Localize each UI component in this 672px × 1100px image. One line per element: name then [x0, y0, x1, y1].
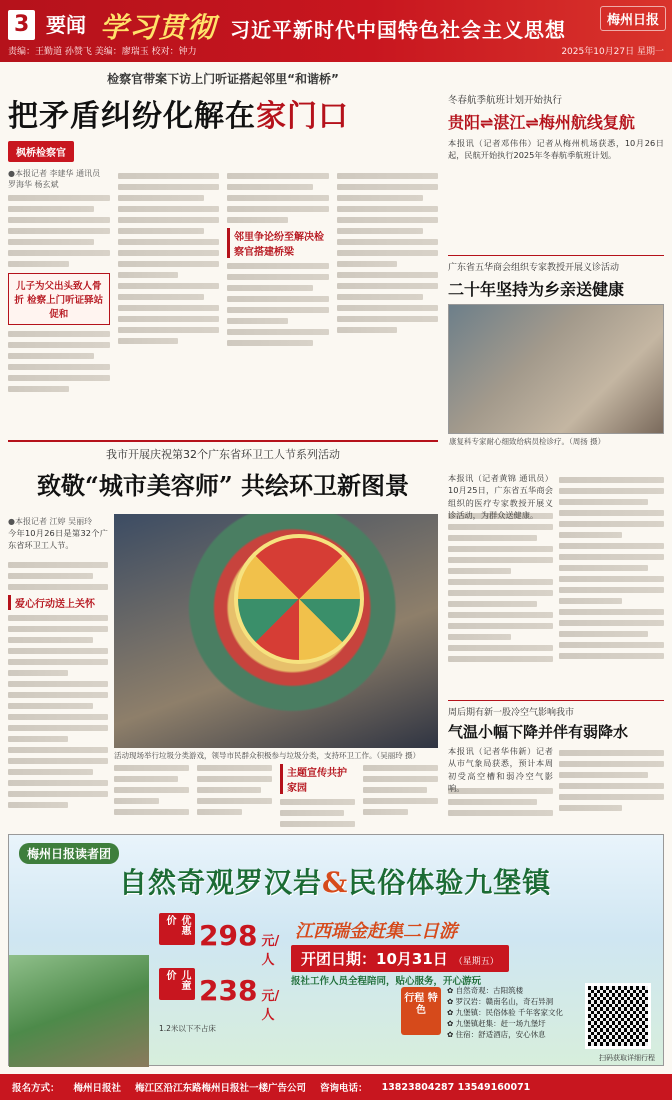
lead-kicker: 检察官带案下访上门听证搭起邻里“和谐桥”	[107, 72, 339, 86]
masthead	[0, 0, 672, 62]
ad-price-box	[159, 913, 280, 1033]
footer-tel-label: 咨询电话：	[320, 1083, 368, 1094]
lead-col-3	[227, 168, 329, 432]
air-body: 本报讯（记者邓伟伟）记者从梅州机场获悉，10月26日起，民航开始执行2025年冬春航季航班计划。	[448, 138, 664, 161]
lead-callout-box	[8, 273, 110, 325]
editor-line: 责编：王勤道 孙赞飞 美编：廖瑞玉 校对：钟力	[8, 47, 197, 57]
sani-body: 今年10月26日是第32个广东省环卫工人节。	[8, 528, 108, 551]
ad-itinerary-item: ✿ 住宿：舒适酒店，安心休息	[447, 1030, 546, 1039]
ad-price-2	[159, 968, 279, 1023]
section-name: 要闻	[46, 13, 86, 37]
newspaper-logo: 梅州日报	[600, 6, 666, 31]
lead-col-2	[118, 168, 220, 432]
ad-feature-badge: 行程 特色	[401, 987, 441, 1035]
ad-price-1-value: 298	[199, 919, 258, 952]
cont-col-1	[448, 472, 553, 682]
slogan: 学习贯彻	[100, 11, 217, 44]
sani-byline: ●本报记者 江婷 吴丽玲	[8, 517, 93, 526]
cont-col-2	[559, 472, 664, 682]
ad-price-2-unit: 元/人	[261, 989, 280, 1023]
slogan-subtitle: 习近平新时代中国特色社会主义思想	[230, 18, 566, 42]
lead-headline-part: 把矛盾纠纷化解在	[8, 99, 256, 134]
column-tag: 枫桥检察官	[8, 141, 74, 162]
date-line: 2025年10月27日 星期一	[561, 47, 664, 57]
sani-photo	[114, 514, 438, 760]
ad-price-1-label: 优惠价	[159, 913, 195, 945]
ad-title-amp: &	[322, 866, 349, 899]
ad-price-2-label: 儿童价	[159, 968, 195, 1000]
ad-title-a: 自然奇观罗汉岩	[119, 866, 323, 899]
air-headline: 贵阳⇌湛江⇌梅州航线复航	[448, 113, 635, 132]
ad-itinerary	[447, 985, 577, 1040]
footer-bar	[0, 1074, 672, 1100]
weather-kicker: 周后期有新一股冷空气影响我市	[448, 708, 575, 718]
ad-title-b: 民俗体验九堡镇	[348, 866, 552, 899]
sani-subhead-1: 爱心行动送上关怀	[8, 595, 108, 610]
air-route-story	[448, 92, 664, 252]
lead-columns	[8, 168, 438, 432]
ad-price-1-unit: 元/人	[261, 934, 280, 968]
ad-route: 江西瑞金赶集二日游	[295, 921, 457, 942]
weather-headline: 气温小幅下降并伴有弱降水	[448, 723, 629, 741]
ad-landscape-image	[9, 955, 149, 1067]
weather-story	[448, 700, 664, 826]
ad-depart-date	[291, 945, 509, 972]
ad-promo: 报社工作人员全程陪同，贴心服务，开心游玩	[291, 976, 482, 987]
ad-depart-text: 开团日期：10月31日	[301, 950, 448, 968]
ad-price-2-value: 238	[199, 974, 258, 1007]
sani-left-column	[8, 516, 108, 826]
sani-headline: 致敬“城市美容师” 共绘环卫新图景	[37, 471, 409, 500]
ad-brand: 梅州日报读者团	[19, 843, 119, 864]
footer-label: 报名方式：	[12, 1083, 60, 1094]
ad-itinerary-item: ✿ 自然奇观：古阳筑楼	[447, 986, 524, 995]
air-kicker: 冬春航季航班计划开始执行	[448, 95, 563, 106]
weather-body: 本报讯（记者华伟新）记者从市气象局获悉，预计本周初受高空槽和弱冷空气影响。	[448, 746, 553, 794]
prize-wheel-image	[234, 534, 364, 664]
sanitation-story	[8, 440, 438, 826]
health-story-continued	[448, 472, 664, 682]
sani-photo-caption: 活动现场举行垃圾分类游戏，领导市民群众积极参与垃圾分类，支持环卫工作。（吴丽玲 摄）	[114, 751, 421, 760]
health-story	[448, 255, 664, 467]
footer-org: 梅州日报社	[73, 1083, 122, 1094]
ad-price-1	[159, 913, 279, 968]
ad-itinerary-item: ✿ 九堡镇赶集：赶一场九堡圩	[447, 1019, 546, 1028]
lead-headline-highlight: 家门口	[256, 99, 349, 134]
sani-kicker: 我市开展庆祝第32个广东省环卫工人节系列活动	[106, 448, 340, 461]
qr-code-icon[interactable]	[585, 983, 651, 1049]
health-headline: 二十年坚持为乡亲送健康	[448, 280, 625, 299]
lead-subhead: 邻里争论纷至解决检察官搭建桥梁	[227, 228, 329, 258]
health-kicker: 广东省五华商会组织专家教授开展义诊活动	[448, 263, 620, 273]
cont-body: 本报讯（记者黄锦 通讯员）10月25日，广东省五华商会组织的医疗专家教授开展义诊活动，为群众送健康。	[448, 473, 553, 521]
sani-subhead-2: 主题宣传共护家园	[280, 764, 355, 794]
footer-tel[interactable]: 13823804287 13549160071	[381, 1081, 531, 1093]
lead-byline: ●本报记者 李建华 通讯员 罗海华 杨玄斌	[8, 169, 101, 189]
lead-callout-title: 儿子为父出头致人骨折 检察上门听证驿站促和	[14, 281, 104, 320]
lead-col-4	[337, 168, 439, 432]
ad-qr-caption: 扫码获取详细行程	[599, 1054, 655, 1062]
page-number: 3	[8, 10, 35, 40]
health-photo	[448, 304, 664, 446]
ad-itinerary-item: ✿ 九堡镇：民俗体验 千年客家文化	[447, 1008, 564, 1017]
lead-headline	[8, 91, 438, 135]
ad-price-note: 1.2米以下不占床	[159, 1024, 216, 1033]
travel-advertisement	[8, 834, 664, 1066]
sani-bottom-columns	[114, 760, 438, 830]
ad-title	[119, 861, 551, 901]
health-photo-caption: 康复科专家耐心细致给病员检诊疗。（周扬 摄）	[449, 437, 606, 446]
footer-address: 梅江区沿江东路梅州日报社一楼广告公司	[135, 1083, 307, 1094]
lead-story	[8, 70, 438, 432]
ad-depart-weekday: （星期五）	[453, 957, 499, 967]
lead-col-1	[8, 168, 110, 432]
ad-itinerary-item: ✿ 罗汉岩：赣南名山，奇石异洞	[447, 997, 554, 1006]
